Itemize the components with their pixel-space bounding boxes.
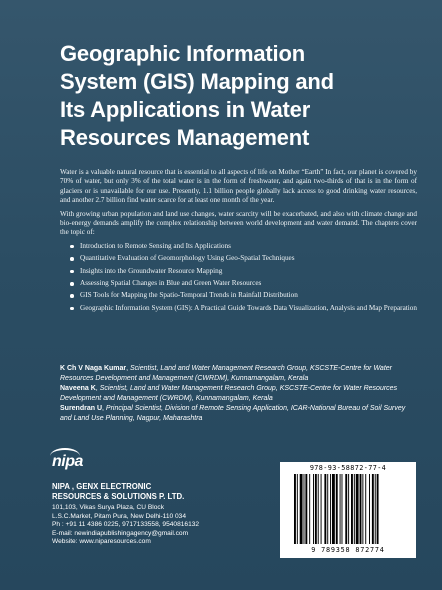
barcode-bar (360, 474, 362, 544)
author-affiliation: Scientist, Land and Water Management Research Group, KSCSTE-Centre for Water Resources Development and Management (CWRDM), Kunnamangalam, Kerala (60, 365, 392, 382)
barcode-bar (297, 474, 298, 544)
publisher-logo (52, 454, 86, 478)
chapter-item: Geographic Information System (GIS): A Practical Guide Towards Data Visualization, Analysis and Map Preparation (70, 304, 417, 313)
isbn-barcode (280, 462, 416, 558)
publisher-name-line: NIPA , GENX ELECTRONIC (52, 482, 152, 491)
barcode-bar (304, 474, 305, 544)
chapter-list (60, 242, 417, 313)
chapter-item: Insights into the Groundwater Resource Mapping (70, 267, 417, 276)
barcode-digits: 9 789358 872774 (311, 546, 385, 554)
logo-text: nipa (52, 453, 83, 470)
chapter-item: Assessing Spatial Changes in Blue and Green Water Resources (70, 279, 417, 288)
publisher-name-line: RESOURCES & SOLUTIONS P. LTD. (52, 492, 185, 501)
barcode-bar (365, 474, 366, 544)
barcode-bars-icon (294, 474, 406, 544)
title-line: Geographic Information (60, 41, 305, 66)
email-line: E-mail: newindiapublishingagency@gmail.com (52, 529, 189, 537)
website-line: Website: www.niparesources.com (52, 538, 151, 546)
barcode-bar (318, 474, 319, 544)
author-entry: Naveena K, Scientist, Land and Water Management Research Group, KSCSTE-Centre for Water Resources Development and Management (CWRDM), Kunnamangalam, Kerala (60, 385, 398, 402)
blurb-paragraph: Water is a valuable natural resource that is essential to all aspects of life on Mother “Earth” In fact, our planet is covered by 70% of water, but only 3% of the total water is in the form of freshwater, and again two-thirds of that is in the form of glaciers or is unavailable for our use. Presently, 1.1 billion people globally lack access to good drinking water resources, and another 2.7 billion find water scarce for at least one month of the year. (60, 168, 417, 205)
barcode-bar (348, 474, 349, 544)
barcode-bar (324, 474, 326, 544)
author-affiliation: Scientist, Land and Water Management Research Group, KSCSTE-Centre for Water Resources Development and Management (CWRDM), Kunnamangalam, Kerala (60, 385, 398, 402)
barcode-bar (372, 474, 374, 544)
author-name: Naveena K (60, 385, 96, 393)
book-title (60, 40, 432, 152)
barcode-bar (305, 474, 307, 544)
barcode-bar (332, 474, 335, 544)
chapter-item: Introduction to Remote Sensing and Its Applications (70, 242, 417, 251)
barcode-bar (336, 474, 338, 544)
barcode-bar (351, 474, 353, 544)
barcode-bar (362, 474, 363, 544)
barcode-bar (356, 474, 359, 544)
barcode-bar (309, 474, 310, 544)
barcode-bar (369, 474, 370, 544)
publisher-block (52, 454, 282, 547)
barcode-bar (345, 474, 347, 544)
author-entry: Surendran U, Principal Scientist, Division of Remote Sensing Application, ICAR-National Bureau of Soil Survey and Land Use Planning, Nagpur, Maharashtra (60, 405, 406, 422)
barcode-bar (327, 474, 328, 544)
barcode-bar (321, 474, 322, 544)
chapter-item: Quantitative Evaluation of Geomorphology Using Geo-Spatial Techniques (70, 254, 417, 263)
barcode-bar (340, 474, 341, 544)
blurb-paragraph: With growing urban population and land use changes, water scarcity will be exacerbated, and also with climate change and bio-energy demands amplify the complex relationship between world development and water demand. The chapters cover the topic of: (60, 209, 417, 237)
author-name: K Ch V Naga Kumar (60, 365, 127, 372)
title-line: System (GIS) Mapping and (60, 69, 334, 94)
author-affiliation: Principal Scientist, Division of Remote Sensing Application, ICAR-National Bureau of Soil Survey and Land Use Planning, Nagpur, Maharashtra (60, 405, 406, 422)
publisher-address (52, 504, 282, 547)
barcode-bar (375, 474, 376, 544)
blurb (60, 168, 417, 316)
barcode-bar (377, 474, 379, 544)
barcode-bar (294, 474, 296, 544)
title-line: Resources Management (60, 125, 310, 150)
isbn-label: 978-93-58872-77-4 (309, 464, 387, 472)
chapter-item: GIS Tools for Mapping the Spatio-Temporal Trends in Rainfall Distribution (70, 291, 417, 300)
barcode-bar (313, 474, 314, 544)
author-name: Surendran U (60, 405, 103, 413)
author-list (60, 364, 417, 425)
barcode-bar (300, 474, 303, 544)
address-line: 101,103, Vikas Surya Plaza, CU Block (52, 504, 165, 511)
barcode-bar (315, 474, 317, 544)
phone-line: Ph : +91 11 4386 0225, 9717133558, 9540816132 (52, 521, 200, 529)
address-line: L.S.C.Market, Pitam Pura, New Delhi-110 034 (52, 512, 187, 520)
author-entry: K Ch V Naga Kumar, Scientist, Land and Water Management Research Group, KSCSTE-Centre for Water Resources Development and Management (CWRDM), Kunnamangalam, Kerala (60, 365, 392, 382)
barcode-bar (342, 474, 343, 544)
title-line: Its Applications in Water (60, 97, 311, 122)
barcode-bar (354, 474, 355, 544)
publisher-name (52, 482, 282, 502)
barcode-bar (330, 474, 331, 544)
logo-arc-icon (50, 448, 80, 464)
